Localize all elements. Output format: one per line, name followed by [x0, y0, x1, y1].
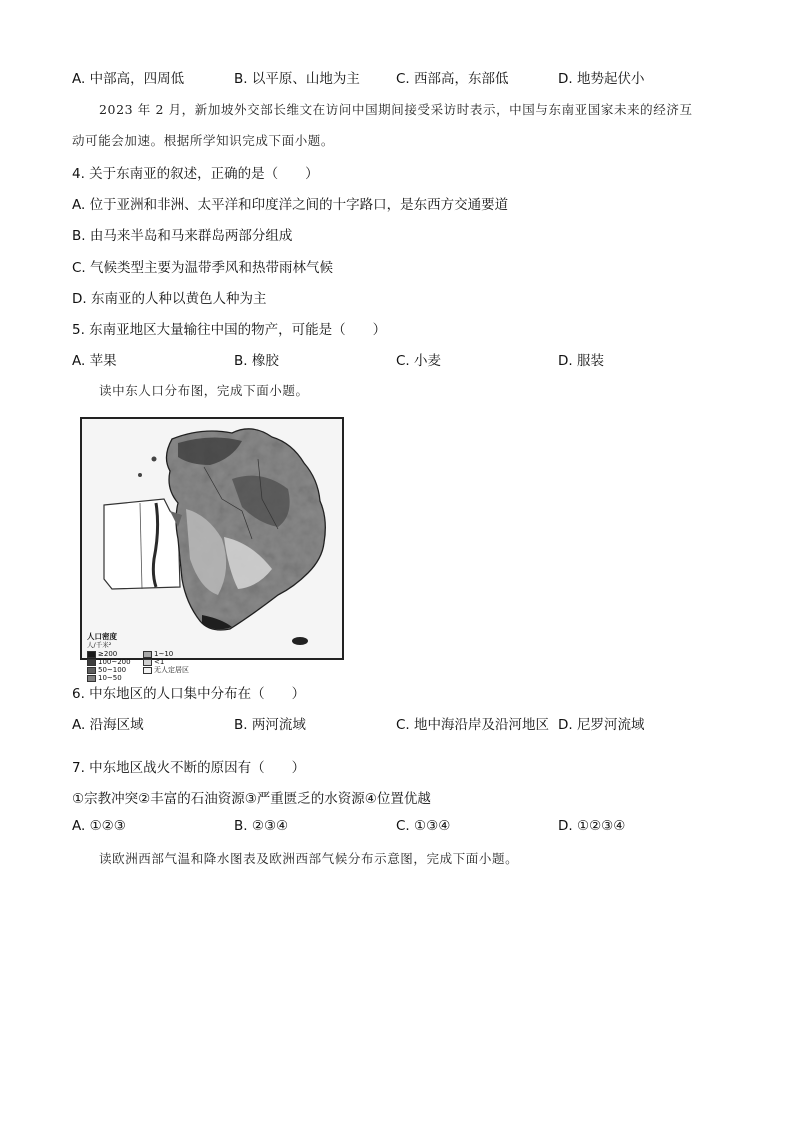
legend-label: <1 — [154, 658, 165, 666]
legend-swatch — [87, 675, 96, 682]
map-legend — [87, 632, 205, 682]
q7-option-c[interactable]: C. ①③④ — [396, 818, 451, 834]
q4-stem: 4. 关于东南亚的叙述，正确的是（ ） — [72, 166, 319, 182]
legend-label: ≥200 — [98, 650, 118, 658]
legend-swatch — [143, 659, 152, 666]
q7-option-b[interactable]: B. ②③④ — [234, 818, 289, 834]
q7-option-d[interactable]: D. ①②③④ — [558, 818, 626, 834]
passage-1-line-2: 动可能会加速。根据所学知识完成下面小题。 — [72, 133, 335, 148]
q6-stem: 6. 中东地区的人口集中分布在（ ） — [72, 686, 306, 702]
passage-1-line-1: 2023 年 2 月，新加坡外交部长维文在访问中国期间接受采访时表示，中国与东南亚国家未来的经济互 — [99, 102, 693, 117]
legend-swatch — [87, 659, 96, 666]
q7-items: ①宗教冲突②丰富的石油资源③严重匮乏的水资源④位置优越 — [72, 791, 431, 807]
q5-option-d[interactable]: D. 服装 — [558, 353, 604, 369]
legend-swatch — [143, 667, 152, 674]
legend-swatch — [143, 651, 152, 658]
q7-stem: 7. 中东地区战火不断的原因有（ ） — [72, 760, 306, 776]
legend-label: 1~10 — [154, 650, 174, 658]
q4-option-a[interactable]: A. 位于亚洲和非洲、太平洋和印度洋之间的十字路口，是东西方交通要道 — [72, 197, 509, 213]
legend-item — [87, 674, 131, 682]
legend-column-1 — [87, 650, 131, 682]
legend-label: 50~100 — [98, 666, 127, 674]
q3-option-d[interactable]: D. 地势起伏小 — [558, 71, 645, 87]
q4-option-b[interactable]: B. 由马来半岛和马来群岛两部分组成 — [72, 228, 293, 244]
q4-option-d[interactable]: D. 东南亚的人种以黄色人种为主 — [72, 291, 267, 307]
legend-item — [87, 666, 131, 674]
map-graphic — [82, 419, 342, 658]
legend-title: 人口密度 — [87, 632, 117, 641]
passage-3: 读欧洲西部气温和降水图表及欧洲西部气候分布示意图，完成下面小题。 — [99, 851, 519, 866]
legend-label: 100~200 — [98, 658, 131, 666]
passage-2: 读中东人口分布图，完成下面小题。 — [99, 383, 309, 398]
legend-swatch — [87, 667, 96, 674]
legend-swatch — [87, 651, 96, 658]
legend-item — [143, 666, 189, 674]
legend-item — [143, 650, 189, 658]
q5-stem: 5. 东南亚地区大量输往中国的物产，可能是（ ） — [72, 322, 387, 338]
q5-option-c[interactable]: C. 小麦 — [396, 353, 442, 369]
q4-option-c[interactable]: C. 气候类型主要为温带季风和热带雨林气候 — [72, 260, 334, 276]
q6-option-d[interactable]: D. 尼罗河流域 — [558, 717, 645, 733]
q6-option-a[interactable]: A. 沿海区域 — [72, 717, 144, 733]
legend-label: 10~50 — [98, 674, 122, 682]
q5-option-a[interactable]: A. 苹果 — [72, 353, 117, 369]
q5-option-b[interactable]: B. 橡胶 — [234, 353, 279, 369]
q3-option-b[interactable]: B. 以平原、山地为主 — [234, 71, 360, 87]
legend-item — [87, 650, 131, 658]
legend-column-2 — [143, 650, 189, 674]
q7-option-a[interactable]: A. ①②③ — [72, 818, 126, 834]
legend-item — [143, 658, 189, 666]
q6-option-c[interactable]: C. 地中海沿岸及沿河地区 — [396, 717, 550, 733]
middle-east-population-map — [80, 417, 344, 682]
q3-option-a[interactable]: A. 中部高，四周低 — [72, 71, 185, 87]
legend-label: 无人定居区 — [154, 666, 189, 674]
legend-item — [87, 658, 131, 666]
legend-unit: 人/千米² — [87, 641, 112, 649]
q6-option-b[interactable]: B. 两河流域 — [234, 717, 306, 733]
q3-option-c[interactable]: C. 西部高，东部低 — [396, 71, 509, 87]
